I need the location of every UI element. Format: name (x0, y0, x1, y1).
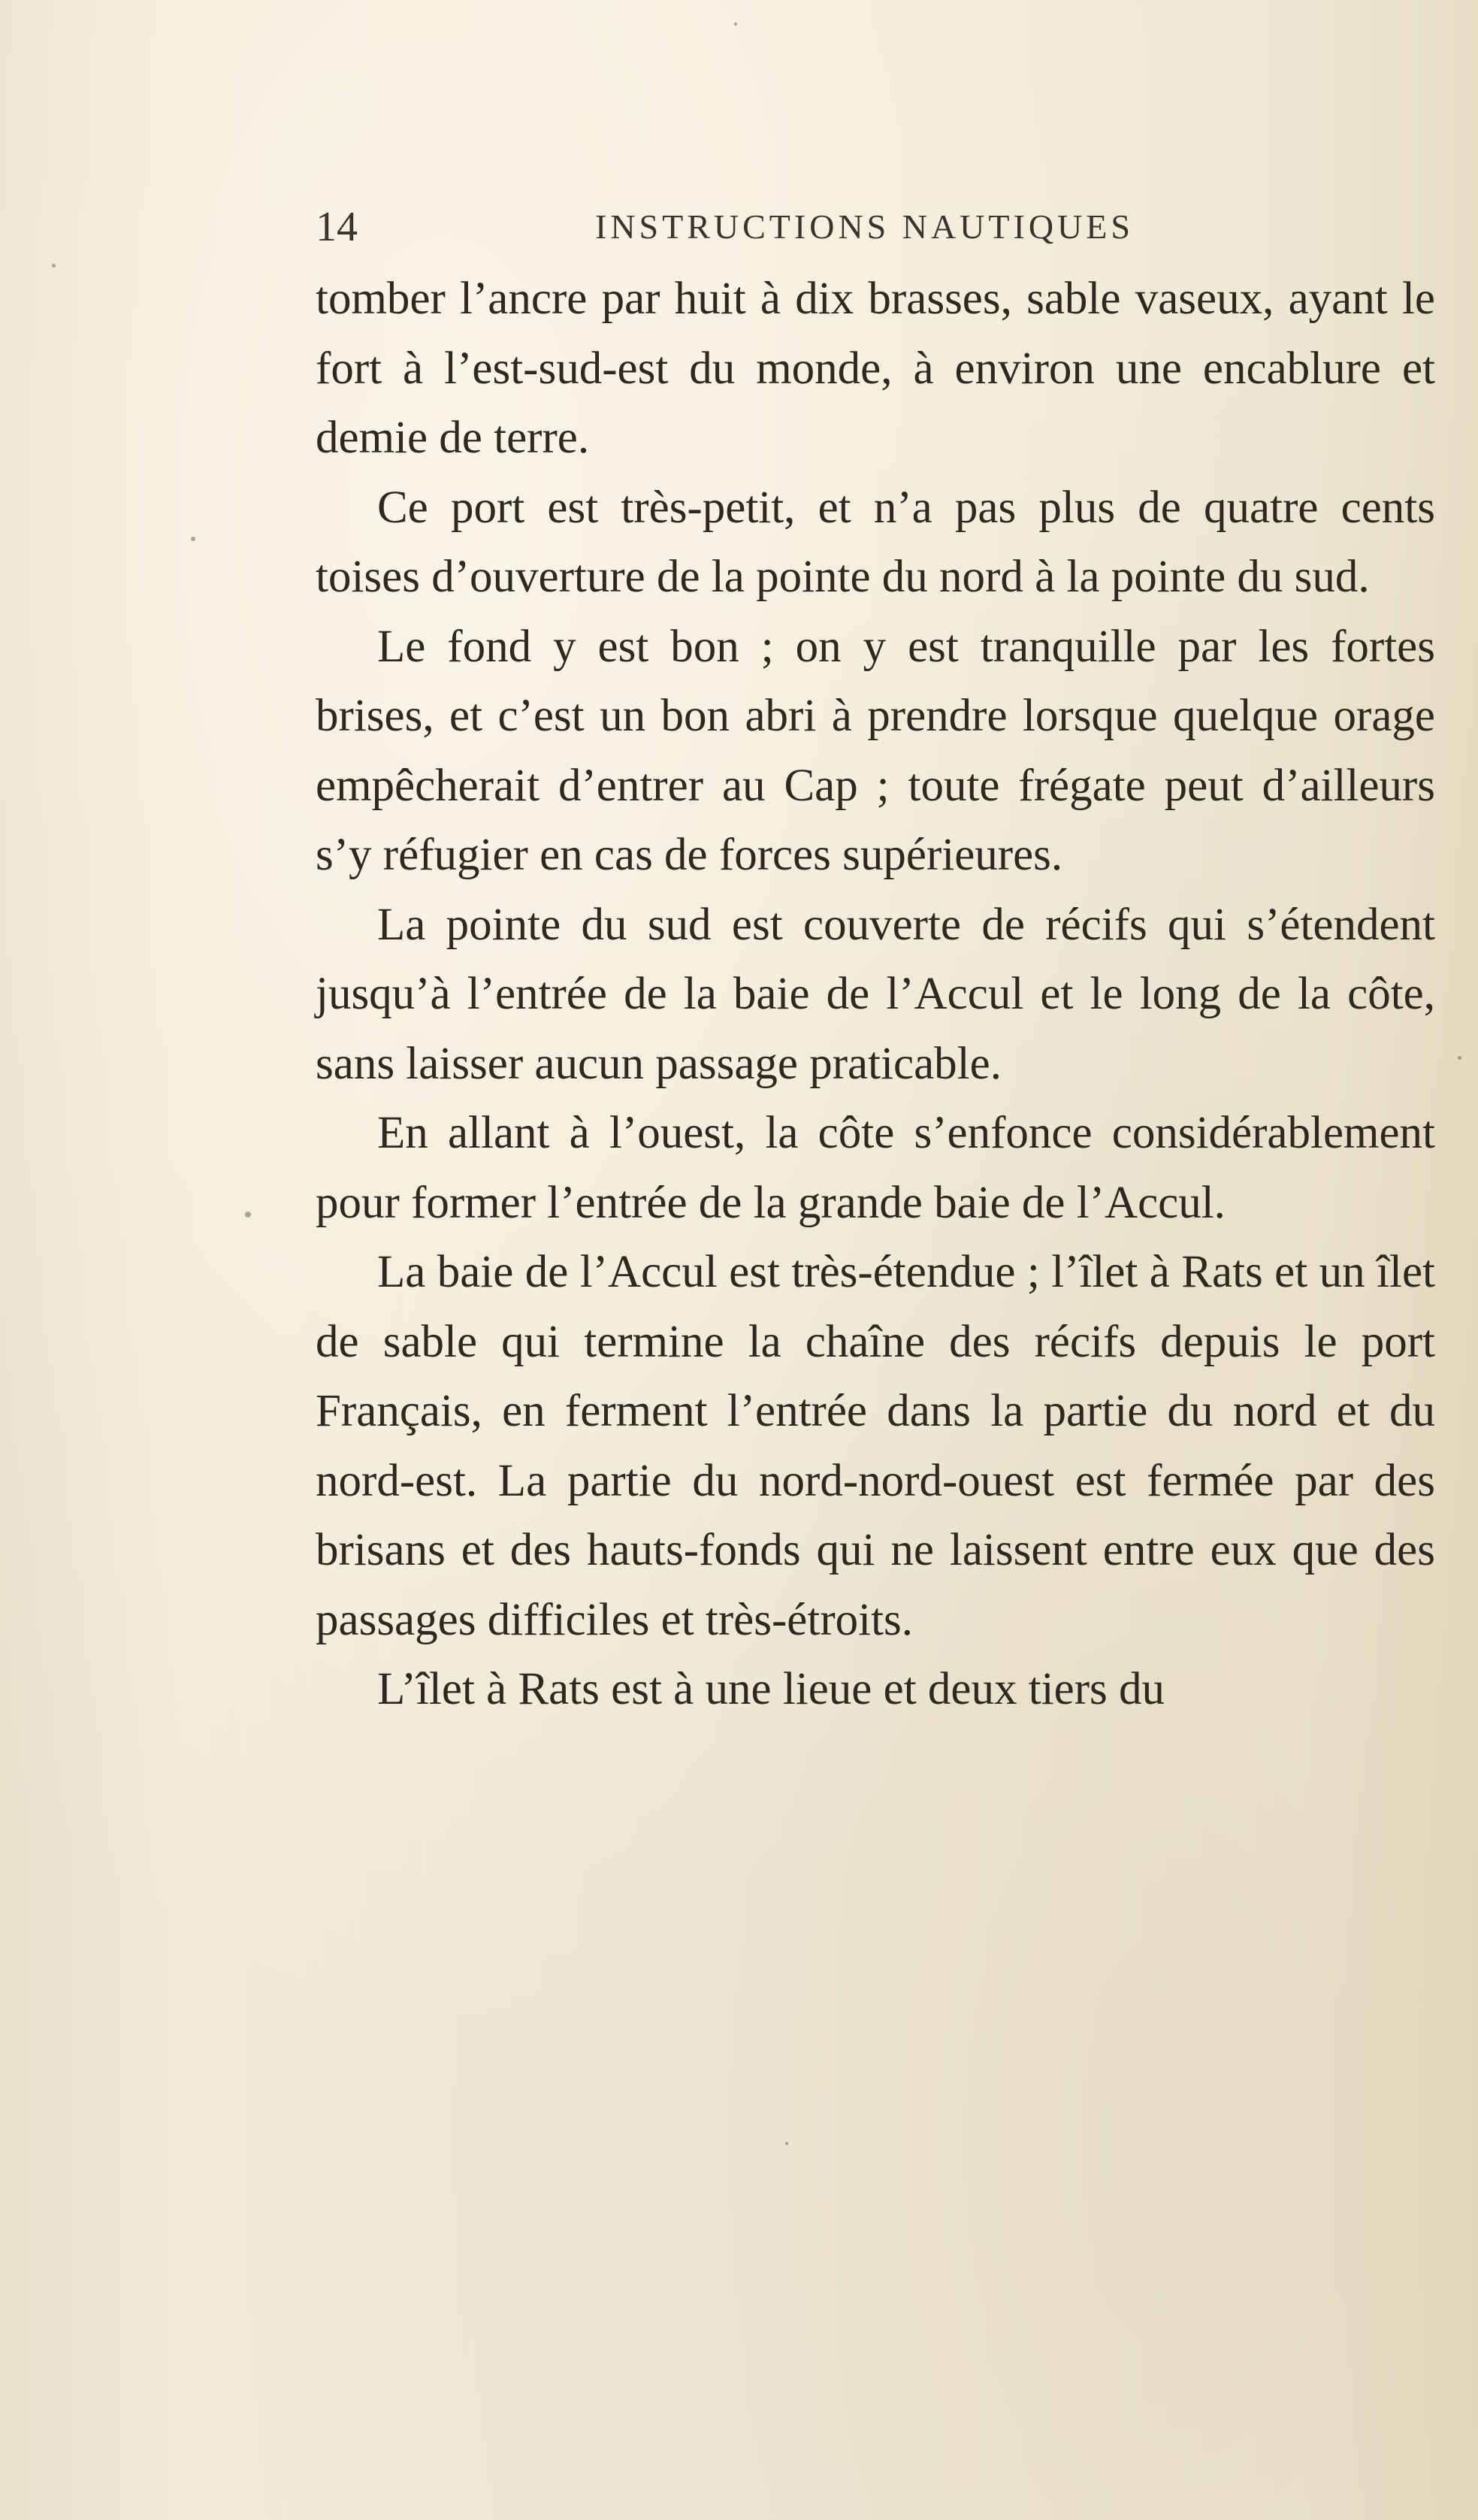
paragraph: Ce port est très-petit, et n’a pas plus de quatre cents toises d’ouverture de la pointe du nord à la pointe du sud. (316, 482, 1435, 602)
paper-speck (191, 537, 195, 541)
paper-speck (785, 2142, 788, 2145)
paragraph: L’îlet à Rats est à une lieue et deux tiers du (377, 1664, 1165, 1714)
paragraph: La baie de l’Accul est très-étendue ; l’îlet à Rats et un îlet de sable qui termine la chaîne des récifs depuis le port Français, en ferment l’entrée dans la partie du nord et du nord-est. La partie du nord-nord-ouest est fermée par des brisans et des hauts-fonds qui ne laissent entre eux que des passages difficiles et très-étroits. (316, 1247, 1435, 1645)
paragraph: La pointe du sud est couverte de récifs qui s’étendent jusqu’à l’entrée de la baie de l’Accul et le long de la côte, sans laisser aucun passage praticable. (316, 899, 1435, 1089)
paper-speck (245, 1212, 251, 1218)
paper-speck (1458, 1056, 1461, 1060)
paragraph: tomber l’ancre par huit à dix brasses, sable vaseux, ayant le fort à l’est-sud-est du monde, à environ une encablure et demie de terre. (316, 274, 1435, 463)
paper-speck (734, 23, 737, 26)
page-header (316, 197, 1443, 257)
running-head: INSTRUCTIONS NAUTIQUES (595, 207, 1134, 246)
page-number: 14 (316, 204, 358, 250)
body-text (316, 265, 1435, 1725)
paragraph: En allant à l’ouest, la côte s’enfonce considérablement pour former l’entrée de la grande baie de l’Accul. (316, 1108, 1435, 1228)
paper-speck (52, 264, 56, 268)
paragraph: Le fond y est bon ; on y est tranquille par les fortes brises, et c’est un bon abri à prendre lorsque quelque orage empêcherait d’entrer au Cap ; toute frégate peut d’ailleurs s’y réfugier en cas de forces supérieures. (316, 621, 1435, 880)
